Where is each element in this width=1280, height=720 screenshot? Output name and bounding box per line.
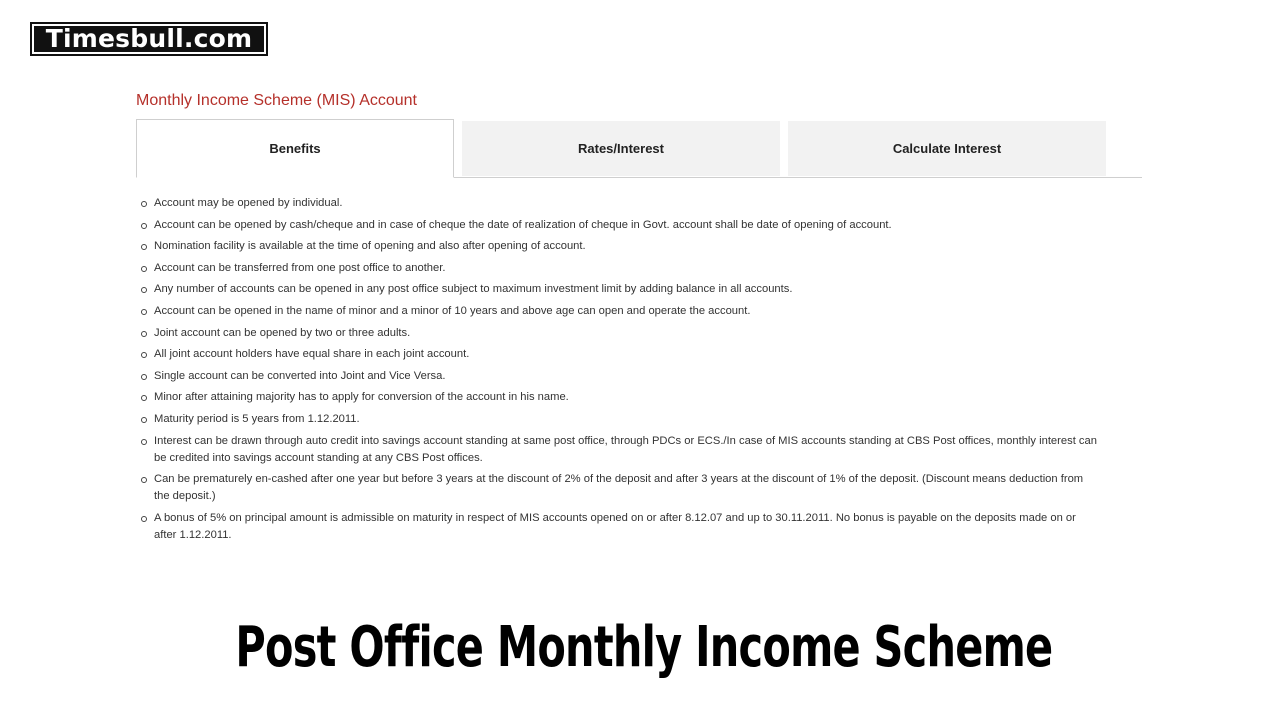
list-item-text: Account can be opened by cash/cheque and in case of cheque the date of realization of cheque in Govt. account shall be date of opening of account. bbox=[154, 218, 892, 231]
list-item bbox=[138, 281, 1098, 298]
list-item bbox=[138, 471, 1098, 505]
list-item-text: Nomination facility is available at the time of opening and also after opening of account. bbox=[154, 240, 586, 253]
bullet-icon bbox=[141, 266, 147, 272]
list-item-text: Maturity period is 5 years from 1.12.2011. bbox=[154, 412, 360, 425]
tab-rates-interest[interactable]: Rates/Interest bbox=[462, 121, 780, 176]
headline: Post Office Monthly Income Scheme bbox=[235, 615, 1053, 680]
bullet-icon bbox=[141, 439, 147, 445]
list-item bbox=[138, 510, 1098, 544]
bullet-icon bbox=[141, 309, 147, 315]
list-item bbox=[138, 389, 1098, 406]
list-item bbox=[138, 217, 1098, 234]
list-item bbox=[138, 411, 1098, 428]
list-item bbox=[138, 368, 1098, 385]
bullet-icon bbox=[141, 287, 147, 293]
tab-benefits[interactable]: Benefits bbox=[136, 119, 454, 178]
bullet-icon bbox=[141, 244, 147, 250]
list-item-text: Any number of accounts can be opened in any post office subject to maximum investment limit by adding balance in all accounts. bbox=[154, 283, 793, 296]
list-item bbox=[138, 433, 1098, 467]
list-item bbox=[138, 195, 1098, 212]
list-item bbox=[138, 325, 1098, 342]
list-item-text: Account can be opened in the name of minor and a minor of 10 years and above age can open and operate the account. bbox=[154, 304, 751, 317]
site-logo[interactable] bbox=[30, 22, 268, 56]
list-item bbox=[138, 346, 1098, 363]
bullet-icon bbox=[141, 374, 147, 380]
logo-text: Timesbull.com bbox=[34, 26, 264, 52]
bullet-icon bbox=[141, 516, 147, 522]
tab-bar bbox=[136, 119, 1142, 178]
list-item-text: Interest can be drawn through auto credit into savings account standing at same post office, through PDCs or ECS./In case of MIS accounts standing at CBS Post offices, monthly interest can be credited into savings account standing at any CBS Post offices. bbox=[154, 434, 1097, 464]
tab-calculate-interest[interactable]: Calculate Interest bbox=[788, 121, 1106, 176]
list-item-text: Account can be transferred from one post office to another. bbox=[154, 261, 446, 274]
section-title: Monthly Income Scheme (MIS) Account bbox=[136, 92, 417, 109]
bullet-icon bbox=[141, 352, 147, 358]
bullet-icon bbox=[141, 395, 147, 401]
list-item-text: Joint account can be opened by two or three adults. bbox=[154, 326, 411, 339]
benefits-list bbox=[138, 195, 1098, 548]
list-item bbox=[138, 260, 1098, 277]
list-item-text: All joint account holders have equal share in each joint account. bbox=[154, 348, 470, 361]
bullet-icon bbox=[141, 331, 147, 337]
list-item-text: Single account can be converted into Joint and Vice Versa. bbox=[154, 369, 446, 382]
bullet-icon bbox=[141, 223, 147, 229]
list-item-text: A bonus of 5% on principal amount is admissible on maturity in respect of MIS accounts opened on or after 8.12.07 and up to 30.11.2011. No bonus is payable on the deposits made on or after 1.12.2011. bbox=[154, 511, 1076, 541]
bullet-icon bbox=[141, 417, 147, 423]
list-item-text: Account may be opened by individual. bbox=[154, 197, 343, 209]
bullet-icon bbox=[141, 477, 147, 483]
list-item-text: Minor after attaining majority has to apply for conversion of the account in his name. bbox=[154, 391, 569, 404]
list-item bbox=[138, 303, 1098, 320]
bullet-icon bbox=[141, 201, 147, 207]
list-item-text: Can be prematurely en-cashed after one year but before 3 years at the discount of 2% of the deposit and after 3 years at the discount of 1% of the deposit. (Discount means deduction from the deposit.) bbox=[154, 473, 1084, 503]
list-item bbox=[138, 238, 1098, 255]
